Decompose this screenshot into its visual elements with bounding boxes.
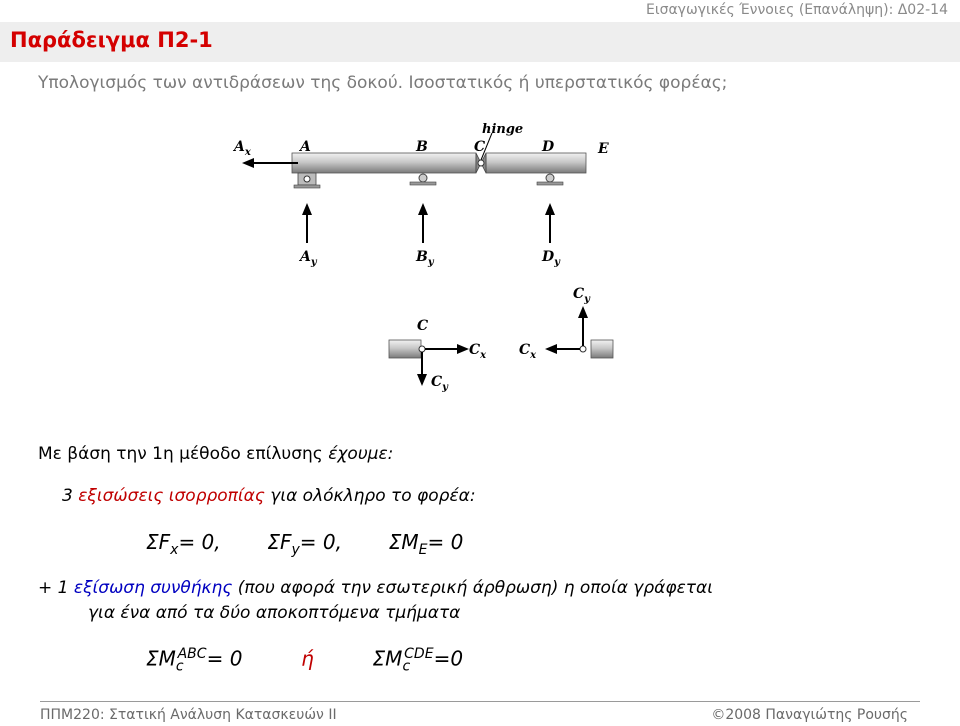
support-b-roller	[419, 174, 427, 182]
label-dy: $D_y$	[542, 249, 560, 268]
support-d-roller	[546, 174, 554, 182]
moment-condition-equations: $\Sigma M_c^{ABC}= 0$ ή $\Sigma M_c^{CDE}=0$	[146, 646, 464, 675]
beam-segment-left	[292, 153, 476, 173]
slide-title: Παράδειγμα Π2-1	[10, 28, 213, 52]
label-b: B	[416, 139, 428, 155]
label-a: A	[300, 139, 311, 155]
footer-divider	[40, 701, 920, 702]
beam-segment-right	[486, 153, 586, 173]
subtitle: Υπολογισμός των αντιδράσεων της δοκού. Ισοστατικός ή υπερστατικός φορέας;	[38, 73, 728, 93]
footer-copyright: ©2008 Παναγιώτης Ρουσής	[711, 707, 908, 723]
label-ay: $A_y$	[300, 249, 317, 268]
label-ax: $A_x$	[234, 139, 251, 158]
hinge-pin	[478, 160, 484, 166]
equilibrium-line: 3 εξισώσεις ισορροπίας για ολόκληρο το φορέα:	[62, 486, 476, 506]
beam-diagram	[220, 115, 640, 285]
hinge-detail-diagram	[385, 282, 617, 400]
label-c: C	[474, 139, 486, 155]
intro-line: Με βάση την 1η μέθοδο επίλυσης έχουμε:	[38, 444, 394, 464]
label-by: $B_y$	[416, 249, 434, 268]
svg-text:C: C	[417, 318, 429, 334]
condition-line-cont: για ένα από τα δύο αποκοπτόμενα τμήματα	[88, 603, 461, 623]
svg-text:Cx: $C_x$	[469, 342, 487, 361]
label-d: D	[542, 139, 555, 155]
condition-line: + 1 εξίσωση συνθήκης (που αφορά την εσωτερική άρθρωση) η οποία γράφεται	[38, 578, 713, 598]
svg-text:Cy: $C_y$	[573, 286, 590, 305]
label-hinge: hinge	[482, 122, 524, 137]
equilibrium-equations: $\Sigma F_x= 0$, $\Sigma F_y= 0$, $\Sigma M_E= 0$	[146, 530, 464, 558]
svg-text:Cx: $C_x$	[519, 342, 537, 361]
svg-text:Cy: $C_y$	[431, 374, 448, 393]
label-e: E	[598, 141, 609, 157]
footer-course: ΠΠΜ220: Στατική Ανάλυση Κατασκευών ΙΙ	[40, 707, 337, 723]
chapter-label: Εισαγωγικές Έννοιες (Επανάληψη): Δ02-14	[646, 2, 948, 18]
